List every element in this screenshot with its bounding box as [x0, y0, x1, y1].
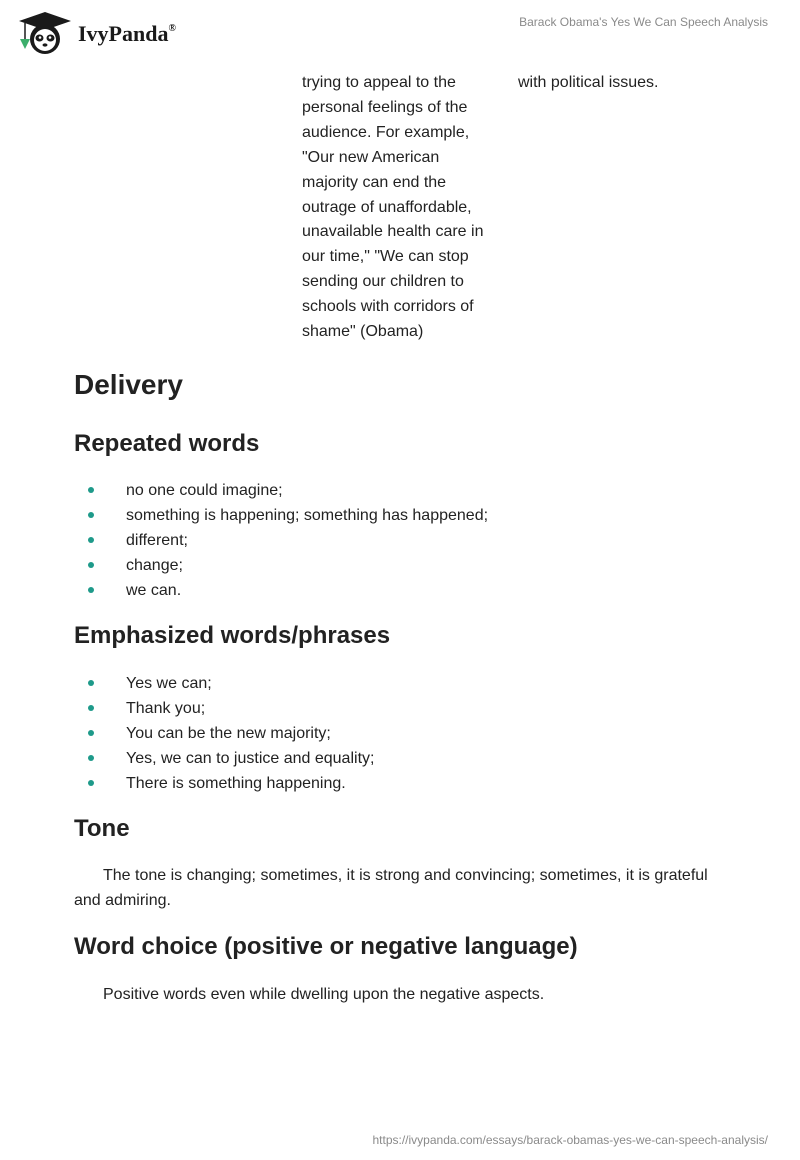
document-title: Barack Obama's Yes We Can Speech Analysis	[519, 15, 768, 29]
page-header	[0, 0, 800, 62]
list-item: Yes, we can to justice and equality;	[74, 746, 374, 771]
bullet-icon	[88, 487, 94, 493]
word-choice-paragraph: Positive words even while dwelling upon the negative aspects.	[103, 986, 545, 1003]
tone-paragraph: The tone is changing; sometimes, it is strong and convincing; sometimes, it is grateful and admiring.	[74, 867, 708, 909]
list-item: something is happening; something has happened;	[74, 503, 488, 528]
bullet-icon	[88, 587, 94, 593]
list-item: different;	[74, 528, 488, 553]
bullet-icon	[88, 680, 94, 686]
brand-logo[interactable]	[16, 9, 176, 57]
bullet-icon	[88, 537, 94, 543]
bullet-icon	[88, 755, 94, 761]
table-cell-issues: with political issues.	[518, 74, 659, 91]
list-item: change;	[74, 553, 488, 578]
heading-word-choice: Word choice (positive or negative language)	[74, 933, 578, 960]
bullet-icon	[88, 730, 94, 736]
list-item: You can be the new majority;	[74, 721, 374, 746]
panda-graduate-icon	[16, 9, 74, 57]
list-item: no one could imagine;	[74, 478, 488, 503]
table-cell-example: trying to appeal to the personal feelings of the audience. For example, "Our new American majority can end the outrage of unaffordable, unavailable health care in our time," "We can stop sending our children to schools with corridors of shame" (Obama)	[302, 74, 484, 341]
emphasized-words-list	[74, 671, 374, 796]
bullet-icon	[88, 512, 94, 518]
bullet-icon	[88, 780, 94, 786]
brand-name: IvyPanda®	[78, 21, 176, 46]
list-item: Thank you;	[74, 696, 374, 721]
list-item: we can.	[74, 578, 488, 603]
bullet-icon	[88, 562, 94, 568]
bullet-icon	[88, 705, 94, 711]
heading-tone: Tone	[74, 815, 130, 842]
source-url-link[interactable]: https://ivypanda.com/essays/barack-obamas-yes-we-can-speech-analysis/	[372, 1133, 768, 1147]
list-item: There is something happening.	[74, 771, 374, 796]
heading-delivery: Delivery	[74, 369, 183, 400]
heading-emphasized-words: Emphasized words/phrases	[74, 622, 391, 649]
repeated-words-list	[74, 478, 488, 603]
list-item: Yes we can;	[74, 671, 374, 696]
heading-repeated-words: Repeated words	[74, 430, 260, 457]
